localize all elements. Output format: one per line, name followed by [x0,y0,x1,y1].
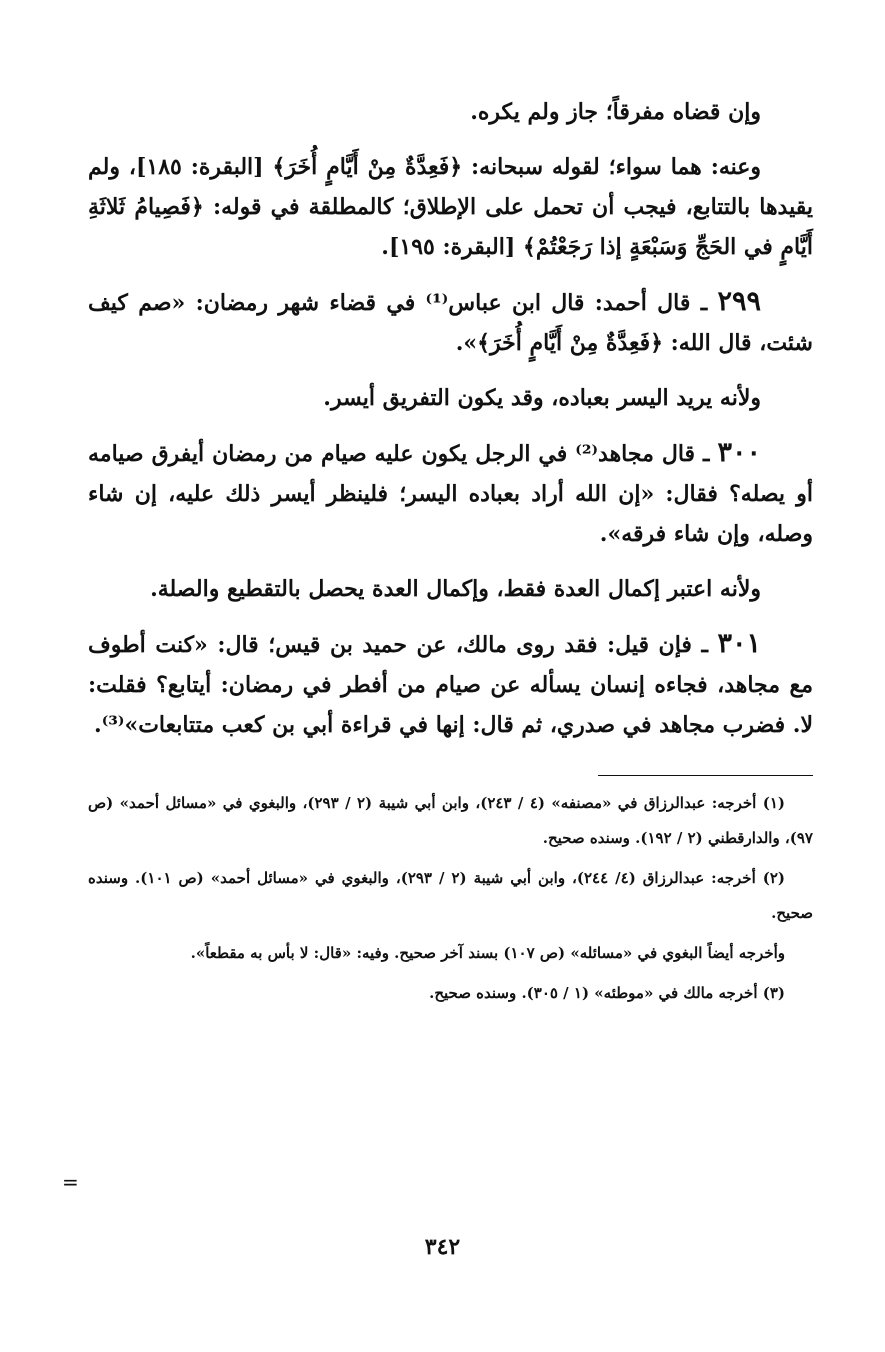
margin-continuation-mark: = [62,1170,79,1194]
paragraph-299 [88,282,813,363]
paragraph-300-text: ـ قال مجاهد⁽²⁾ في الرجل يكون عليه صيام من رمضان أيفرق صيامه أو يصله؟ فقال: «إن الله أراد بعباده اليسر؛ فلينظر أيسر ذلك عليه، إن شاء وصله، وإن شاء فرقه». [88,441,813,547]
page-body [88,92,813,1016]
paragraph-4: ولأنه يريد اليسر بعباده، وقد يكون التفريق أيسر. [323,385,761,411]
footnote-2-continuation: وأخرجه أيضاً البغوي في «مسائله» (ص ١٠٧) بسند آخر صحيح. وفيه: «قال: لا بأس به مقطعاً». [190,944,785,962]
paragraph-299-text: ـ قال أحمد: قال ابن عباس⁽¹⁾ في قضاء شهر رمضان: «صم كيف شئت، قال الله: ﴿فَعِدَّةٌ مِنْ أَيَّامٍ أُخَرَ﴾». [88,290,813,356]
paragraph-300 [88,433,813,554]
item-number-301: ٣٠١ [717,628,761,659]
footnote-3: (٣) أخرجه مالك في «موطئه» (١ / ٣٠٥). وسنده صحيح. [429,984,785,1002]
footnote-2: (٢) أخرجه: عبدالرزاق (٤/ ٢٤٤)، وابن أبي شيبة (٢ / ٢٩٣)، والبغوي في «مسائل أحمد» (ص ١٠١). وسنده صحيح. [88,869,813,922]
footnote-separator [598,775,813,776]
paragraph-301 [88,624,813,745]
page-number: ٣٤٢ [424,1234,461,1260]
paragraph-301-text: ـ فإن قيل: فقد روى مالك، عن حميد بن قيس؛ قال: «كنت أطوف مع مجاهد، فجاءه إنسان يسأله عن صيام من أفطر في رمضان: أيتابع؟ فقلت: لا. فضرب مجاهد في صدري، ثم قال: إنها في قراءة أبي بن كعب متتابعات»⁽³⁾. [88,632,813,738]
item-number-300: ٣٠٠ [717,437,761,468]
main-text [88,92,813,745]
footnote-1: (١) أخرجه: عبدالرزاق في «مصنفه» (٤ / ٢٤٣)، وابن أبي شيبة (٢ / ٢٩٣)، والبغوي في «مسائل أحمد» (ص ٩٧)، والدارقطني (٢ / ١٩٢). وسنده صحيح. [88,794,813,847]
paragraph-2: وعنه: هما سواء؛ لقوله سبحانه: ﴿فَعِدَّةٌ مِنْ أَيَّامٍ أُخَرَ﴾ [البقرة: ١٨٥]، ولم يقيدها بالتتابع، فيجب أن تحمل على الإطلاق؛ كالمطلقة في قوله: ﴿فَصِيامُ ثَلاثَةِ أَيَّامٍ في الحَجِّ وَسَبْعَةٍ إذا رَجَعْتُمْ﴾ [البقرة: ١٩٥]. [88,154,813,260]
paragraph-6: ولأنه اعتبر إكمال العدة فقط، وإكمال العدة يحصل بالتقطيع والصلة. [150,576,761,602]
footnotes [88,786,813,1011]
paragraph-1: وإن قضاه مفرقاً؛ جاز ولم يكره. [470,99,761,125]
item-number-299: ٢٩٩ [717,286,761,317]
